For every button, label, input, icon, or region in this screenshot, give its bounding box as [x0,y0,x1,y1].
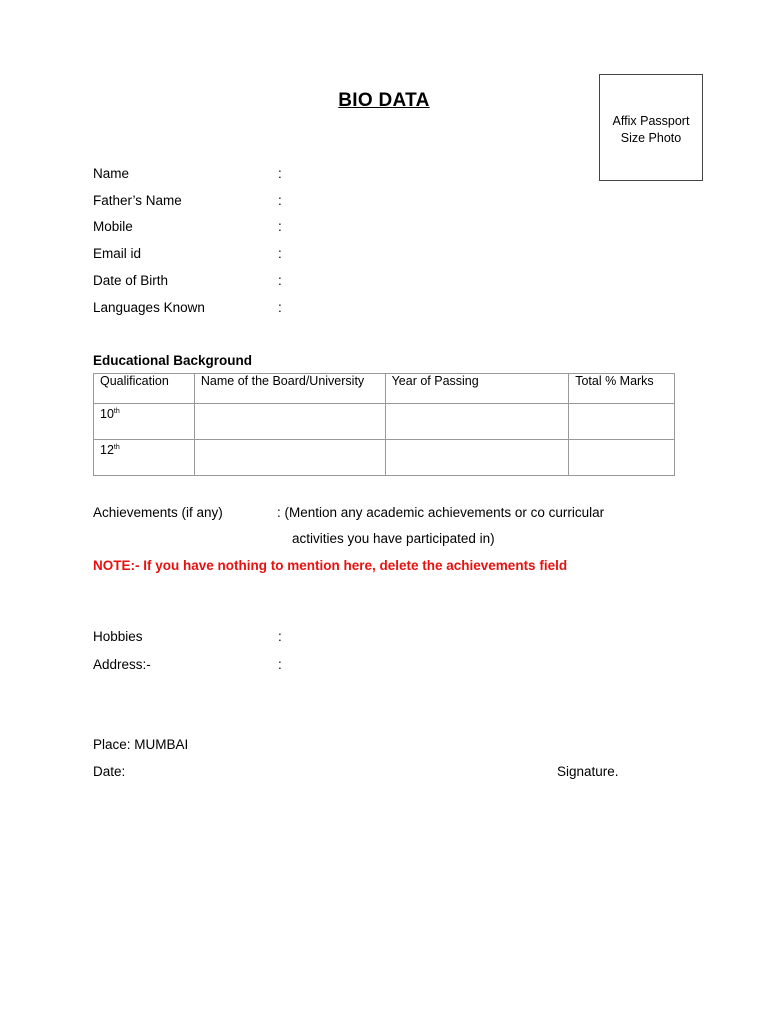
field-languages-label: Languages Known [93,300,205,315]
field-fathers-name-label: Father’s Name [93,193,182,208]
education-heading: Educational Background [93,353,253,368]
year-cell [385,404,569,440]
header-qualification: Qualification [94,374,195,404]
photo-box-line2: Size Photo [620,131,682,145]
field-fathers-name-colon: : [278,193,282,208]
achievements-text-line1: : (Mention any academic achievements or co curricular [277,505,605,520]
qualification-suffix: th [113,443,120,451]
qualification-cell [94,404,195,440]
field-email-colon: : [278,246,282,261]
header-board: Name of the Board/University [194,374,385,404]
qualification-number: 12 [100,443,114,457]
address-label: Address:- [93,657,151,672]
qualification-number: 10 [100,407,114,421]
address-colon: : [278,657,282,672]
field-email-label: Email id [93,246,142,261]
board-cell [194,404,385,440]
hobbies-label: Hobbies [93,629,143,644]
board-cell [194,440,385,476]
year-cell [385,440,569,476]
field-name-colon: : [278,166,282,181]
passport-photo-box [599,74,703,181]
field-dob-label: Date of Birth [93,273,169,288]
page-title: BIO DATA [338,90,430,111]
achievements-text-line2: activities you have participated in) [292,531,495,546]
field-mobile-colon: : [278,219,282,234]
achievements-label: Achievements (if any) [93,505,223,520]
note-text: NOTE:- If you have nothing to mention here, delete the achievements field [93,558,568,573]
photo-box-line1: Affix Passport [612,114,690,128]
field-dob-colon: : [278,273,282,288]
signature-label: Signature. [557,764,619,779]
date-label: Date: [93,764,126,779]
header-year: Year of Passing [385,374,569,404]
field-mobile-label: Mobile [93,219,133,234]
header-marks: Total % Marks [569,374,675,404]
marks-cell [569,440,675,476]
qualification-cell [94,440,195,476]
education-table [93,373,675,476]
field-name-label: Name [93,166,130,181]
marks-cell [569,404,675,440]
table-row [94,440,675,476]
table-row [94,404,675,440]
field-languages-colon: : [278,300,282,315]
place-text: Place: MUMBAI [93,737,189,752]
hobbies-colon: : [278,629,282,644]
table-header-row [94,374,675,404]
qualification-suffix: th [113,407,120,415]
